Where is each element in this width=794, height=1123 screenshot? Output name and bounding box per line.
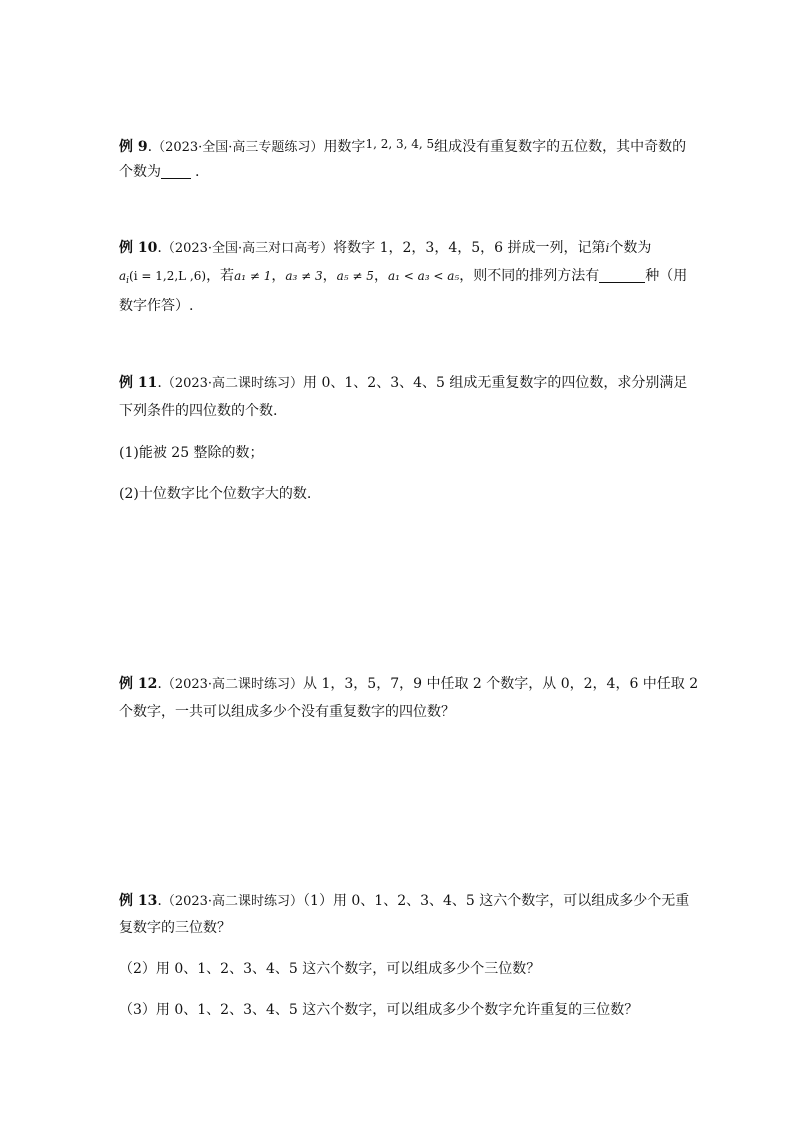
example-12-text: 从 1，3，5，7，9 中任取 2 个数字，从 0，2，4，6 中任取 2	[303, 676, 699, 692]
answer-blank[interactable]	[161, 164, 191, 179]
example-9-label: 例 9	[119, 139, 148, 155]
answer-blank[interactable]	[599, 268, 645, 283]
example-11-label: 例 11	[119, 375, 158, 391]
example-10-cond-1: a₁ ≠ 1	[234, 269, 272, 283]
example-9-line-2: 个数为 .	[119, 164, 200, 180]
example-11-line-2: 下列条件的四位数的个数.	[119, 403, 278, 419]
example-12-label: 例 12	[119, 676, 158, 692]
example-9-text-b: 组成没有重复数字的五位数，其中奇数的	[434, 139, 687, 155]
example-10-range: (i = 1,2,L ,6)	[129, 269, 207, 283]
example-9-source: （2023·全国·高三专题练习）	[152, 140, 324, 155]
example-9-text: 用数字	[323, 139, 366, 155]
example-10-source: （2023·全国·高三对口高考）	[161, 241, 334, 256]
example-13-line-2: 复数字的三位数？	[119, 920, 231, 936]
example-12-line-2: 个数字，一共可以组成多少个没有重复数字的四位数？	[119, 704, 455, 720]
example-9-answer-prompt: 个数为	[119, 164, 161, 180]
example-10-ai: $a_i$	[119, 269, 130, 286]
example-13-source: （2023·高二课时练习）	[161, 894, 304, 909]
example-11-text: 用 0、1、2、3、4、5 组成无重复数字的四位数，求分别满足	[303, 375, 688, 391]
example-13-text: （1）用 0、1、2、3、4、5 这六个数字，可以组成多少个无重	[303, 893, 690, 909]
example-12-line-1: 例 12.（2023·高二课时练习）从 1，3，5，7，9 中任取 2 个数字，从 0，2，4，6 中任取 2	[119, 676, 699, 692]
example-9-digits: 1, 2, 3, 4, 5	[365, 137, 435, 151]
example-12-source: （2023·高二课时练习）	[161, 677, 304, 692]
example-13-sub-2: （2）用 0、1、2、3、4、5 这六个数字，可以组成多少个三位数？	[119, 961, 541, 977]
example-11-source: （2023·高二课时练习）	[161, 376, 304, 391]
example-10-text: 将数字 1，2，3，4，5，6 拼成一列，记第	[333, 240, 606, 256]
example-10-line-3: 数字作答）.	[119, 298, 194, 314]
example-9-line-1: 例 9.（2023·全国·高三专题练习）用数字1, 2, 3, 4, 5组成没有重复数字的五位数，其中奇数的	[119, 137, 687, 155]
example-10-var-i: i	[605, 241, 610, 255]
example-10-label: 例 10	[119, 240, 158, 256]
example-11-line-1: 例 11.（2023·高二课时练习）用 0、1、2、3、4、5 组成无重复数字的四位数，求分别满足	[119, 375, 688, 391]
example-11-sub-1: (1)能被 25 整除的数；	[119, 445, 264, 461]
example-10-line-2: $a_i(i = 1,2,L$ ,6)，若a₁ ≠ 1，a₃ ≠ 3，a₅ ≠ 5，a₁ < a₃ < a₅，则不同的排列方法有 种（用	[119, 268, 688, 286]
example-10-cond-2: a₃ ≠ 3	[285, 269, 323, 283]
example-10-cond-4: a₁ < a₃ < a₅	[387, 269, 460, 283]
example-11-sub-2: (2)十位数字比个位数字大的数.	[119, 486, 312, 502]
example-10-cond-3: a₅ ≠ 5	[336, 269, 374, 283]
example-10-line-1: 例 10.（2023·全国·高三对口高考）将数字 1，2，3，4，5，6 拼成一列，记第i个数为	[119, 240, 652, 256]
example-13-line-1: 例 13.（2023·高二课时练习）（1）用 0、1、2、3、4、5 这六个数字，可以组成多少个无重	[119, 893, 690, 909]
example-13-sub-3: （3）用 0、1、2、3、4、5 这六个数字，可以组成多少个数字允许重复的三位数？	[119, 1002, 639, 1018]
example-13-label: 例 13	[119, 893, 158, 909]
